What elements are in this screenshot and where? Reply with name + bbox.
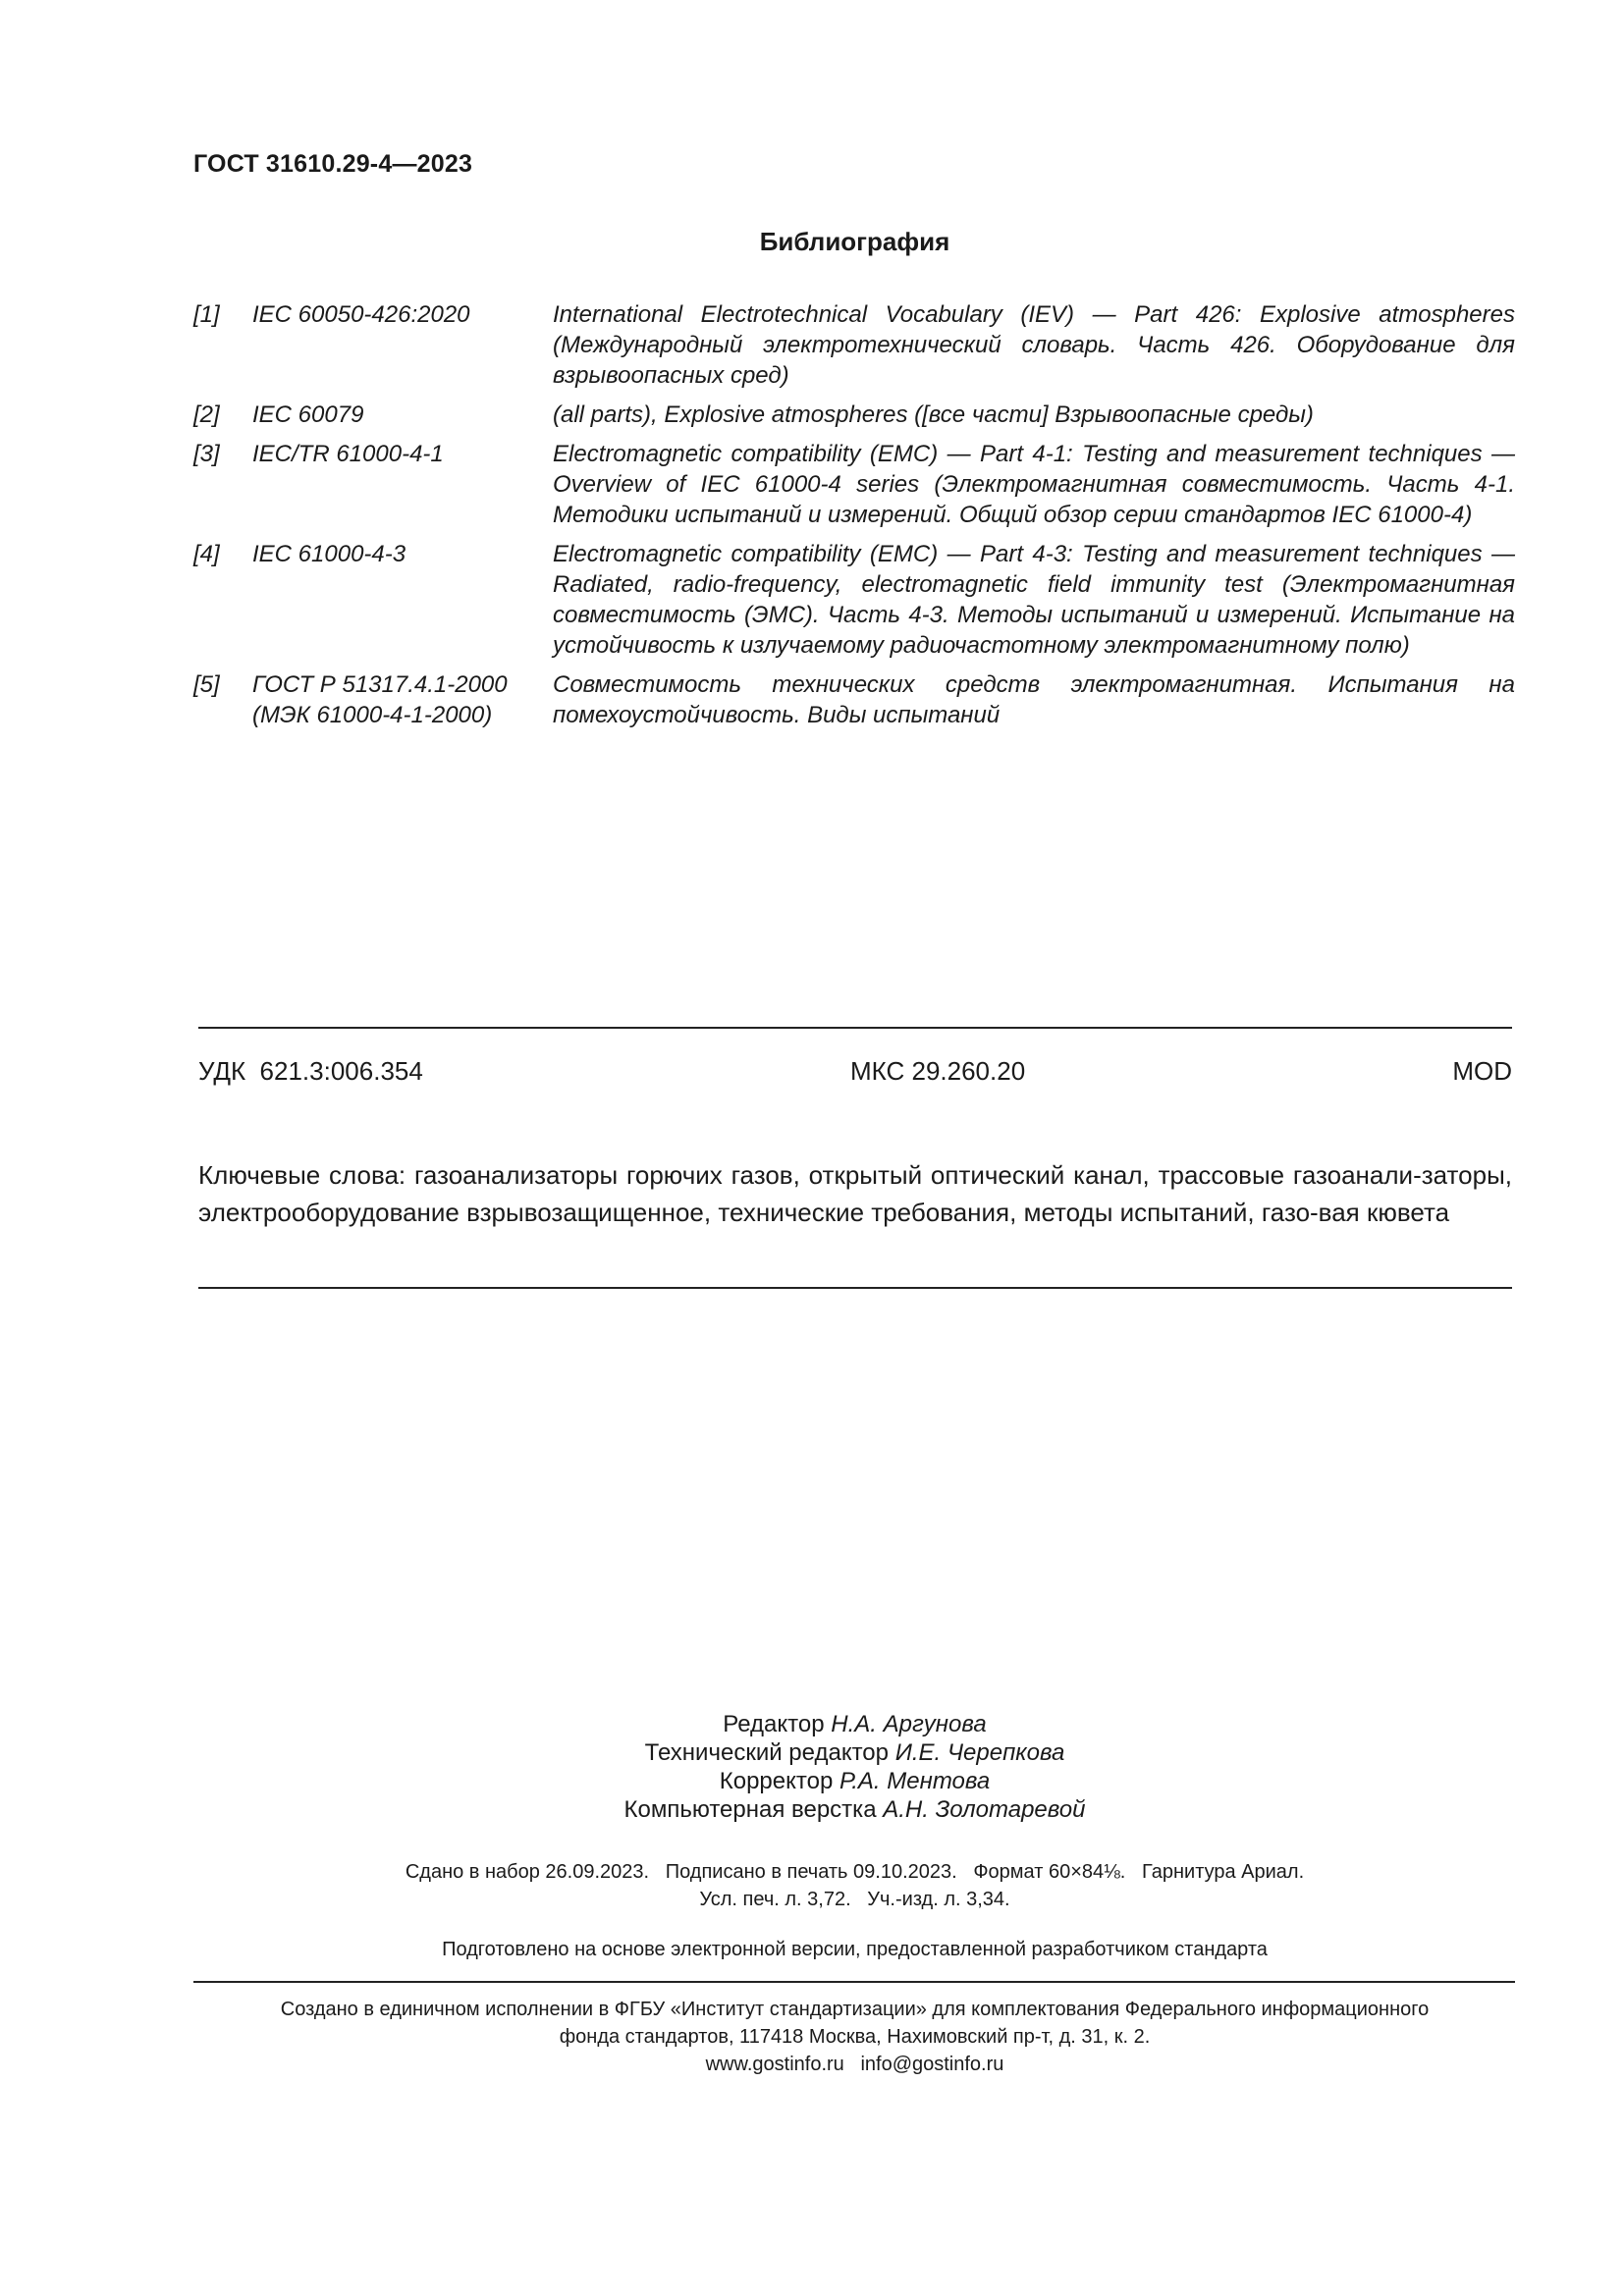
- created-note: [0, 1996, 1624, 2078]
- classification-row: [198, 1056, 1512, 1087]
- bibliography-item-number: [4]: [193, 541, 220, 567]
- created-line1: Создано в единичном исполнении в ФГБУ «Институт стандартизации» для комплектования Федерального информационного: [280, 1999, 1430, 2020]
- bibliography-item: [193, 400, 1515, 430]
- print-info: [0, 1858, 1624, 1913]
- bibliography-item-code: IEC 60079: [252, 401, 364, 428]
- print-info-line1: Сдано в набор 26.09.2023. Подписано в печать 09.10.2023. Формат 60×84⅛. Гарнитура Ариал.: [405, 1861, 1305, 1883]
- bibliography-item-code: IEC 60050-426:2020: [252, 301, 470, 328]
- print-info-line2: Усл. печ. л. 3,72. Уч.-изд. л. 3,34.: [699, 1889, 1010, 1910]
- credit-tech-editor: Технический редактор И.Е. Черепкова: [644, 1739, 1065, 1766]
- bibliography-item-code: IEC/TR 61000-4-1: [252, 441, 444, 467]
- bibliography-item-number: [1]: [193, 301, 220, 328]
- bibliography-item-number: [2]: [193, 401, 220, 428]
- keywords: Ключевые слова: газоанализаторы горючих газов, открытый оптический канал, трассовые газоанали-заторы, электрооборудование взрывозащищенное, технические требования, методы испытаний, газо-вая кювета: [198, 1160, 1512, 1227]
- mod-label: MOD: [1452, 1056, 1512, 1086]
- bibliography-item-code-line1: ГОСТ Р 51317.4.1-2000: [252, 671, 508, 698]
- bibliography-item-code: [252, 669, 553, 730]
- mks-code: МКС 29.260.20: [849, 1056, 1026, 1086]
- created-line3: www.gostinfo.ru info@gostinfo.ru: [705, 2054, 1004, 2075]
- bibliography-item-description: Совместимость технических средств электромагнитная. Испытания на помехоустойчивость. Виды испытаний: [553, 671, 1515, 728]
- credit-layout: Компьютерная верстка А.Н. Золотаревой: [623, 1796, 1086, 1823]
- divider-footer: [193, 1981, 1515, 1983]
- bibliography-item-description: International Electrotechnical Vocabulary (IEV) — Part 426: Explosive atmospheres (Международный электротехнический словарь. Часть 426. Оборудование для взрывоопасных сред): [553, 301, 1515, 389]
- udk-code: УДК 621.3:006.354: [198, 1056, 423, 1086]
- bibliography-item-code-line2: (МЭК 61000-4-1-2000): [252, 702, 493, 728]
- bibliography-item-description: Electromagnetic compatibility (EMC) — Part 4-1: Testing and measurement techniques — Overview of IEC 61000-4 series (Электромагнитная совместимость. Часть 4-1. Методики испытаний и измерений. Общий обзор серии стандартов IEC 61000-4): [553, 441, 1515, 528]
- bibliography-item: [193, 669, 1515, 730]
- bibliography-item: [193, 439, 1515, 530]
- document-code: ГОСТ 31610.29-4—2023: [193, 150, 473, 178]
- divider-bottom: [198, 1287, 1512, 1289]
- bibliography-title: Библиография: [759, 227, 950, 256]
- bibliography-item-code: IEC 61000-4-3: [252, 541, 406, 567]
- bibliography-item: [193, 539, 1515, 661]
- bibliography-item-number: [3]: [193, 441, 220, 467]
- created-line2: фонда стандартов, 117418 Москва, Нахимовский пр-т, д. 31, к. 2.: [559, 2026, 1151, 2048]
- credit-corrector: Корректор Р.А. Ментова: [719, 1768, 991, 1794]
- bibliography-item: [193, 299, 1515, 391]
- divider-top: [198, 1027, 1512, 1029]
- bibliography-item-number: [5]: [193, 671, 220, 698]
- bibliography-list: [193, 299, 1515, 739]
- bibliography-item-description: Electromagnetic compatibility (EMC) — Part 4-3: Testing and measurement techniques — Radiated, radio-frequency, electromagnetic field immunity test (Электромагнитная совместимость (ЭМС). Часть 4-3. Методы испытаний и измерений. Испытание на устойчивость к излучаемому радиочастотному электромагнитному полю): [553, 541, 1515, 659]
- prepared-note: Подготовлено на основе электронной версии, предоставленной разработчиком стандарта: [442, 1939, 1268, 1960]
- credits: [0, 1710, 1624, 1824]
- credit-editor: Редактор Н.А. Аргунова: [723, 1711, 987, 1737]
- bibliography-item-description: (all parts), Explosive atmospheres ([все части] Взрывоопасные среды): [553, 401, 1314, 428]
